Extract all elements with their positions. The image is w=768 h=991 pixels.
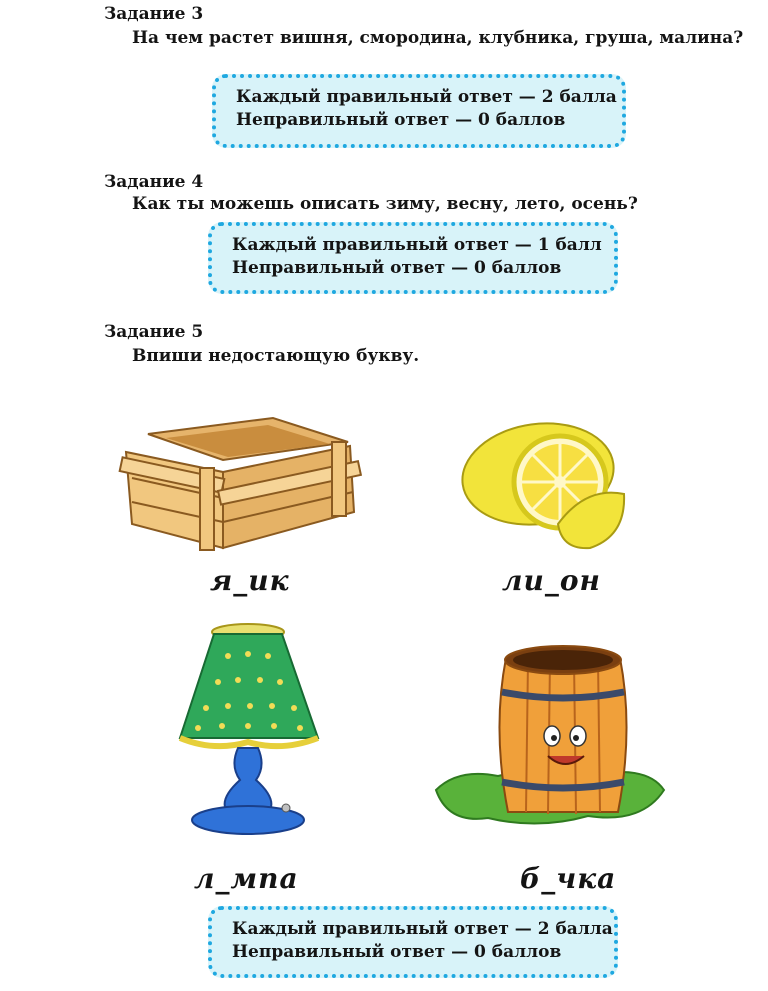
word-lemon: ли_он — [502, 564, 601, 597]
task-3-score-box — [212, 74, 626, 148]
score-right-text: Каждый правильный ответ — 2 балла — [232, 919, 613, 939]
task-5-title: Задание 5 — [104, 322, 204, 342]
word-lamp: л_мпа — [194, 862, 299, 895]
task-4-title: Задание 4 — [104, 172, 204, 192]
task-5-score-box — [208, 906, 618, 978]
score-right-text: Каждый правильный ответ — 2 балла — [236, 87, 617, 107]
word-crate: я_ик — [210, 564, 290, 597]
score-right-text: Каждый правильный ответ — 1 балл — [232, 235, 602, 255]
word-barrel: б_чка — [520, 862, 617, 895]
score-wrong-text: Неправильный ответ — 0 баллов — [232, 942, 562, 962]
task-4-question: Как ты можешь описать зиму, весну, лето, осень? — [132, 194, 638, 214]
task-3-title: Задание 3 — [104, 4, 204, 24]
score-wrong-text: Неправильный ответ — 0 баллов — [236, 110, 566, 130]
task-5-question: Впиши недостающую букву. — [132, 346, 420, 366]
task-3-question: На чем растет вишня, смородина, клубника, груша, малина? — [132, 28, 744, 48]
table-lamp-image — [178, 620, 320, 840]
barrel-image — [428, 640, 668, 840]
lemon-image — [458, 412, 630, 552]
wooden-crate-image — [118, 412, 363, 552]
task-4-score-box — [208, 222, 618, 294]
score-wrong-text: Неправильный ответ — 0 баллов — [232, 258, 562, 278]
